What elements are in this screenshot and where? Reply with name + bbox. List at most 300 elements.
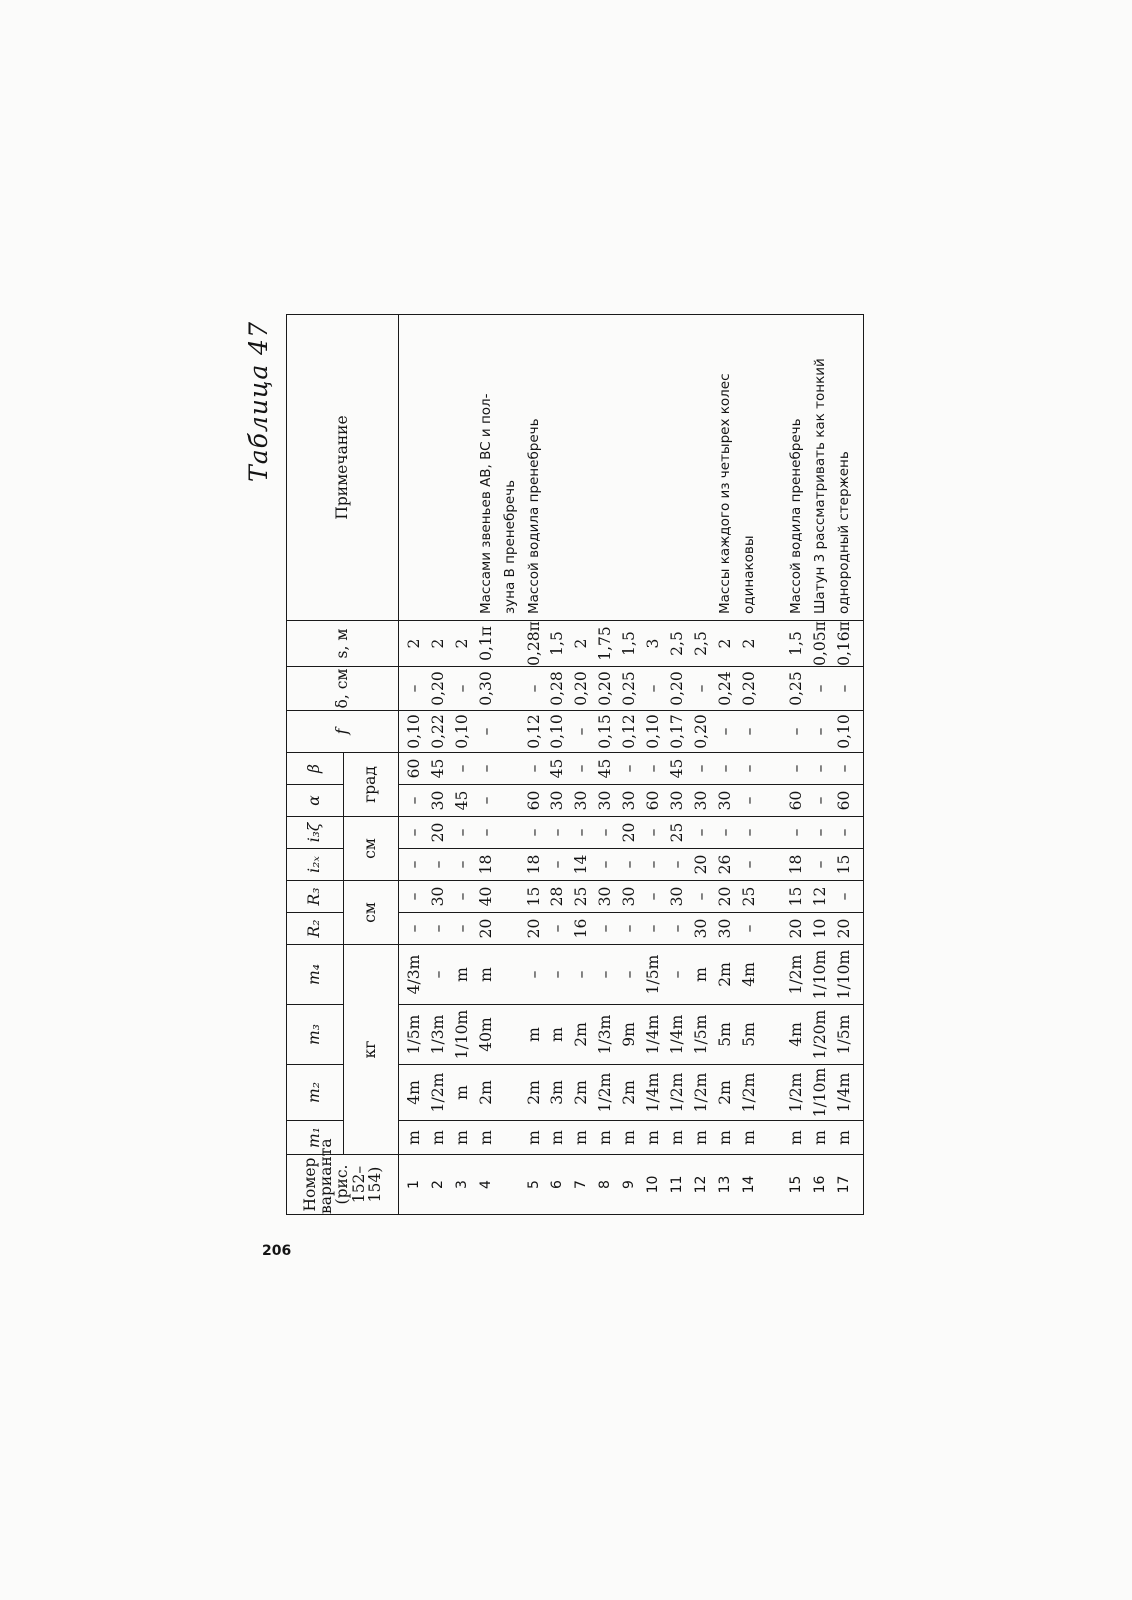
cell-m1: m [594,1121,618,1155]
cell-note [594,315,618,621]
cell-r2: 16 [570,913,594,945]
cell-m2: 2m [523,1065,547,1121]
cell-m4: m [451,945,475,1005]
cell-m2 [499,1065,523,1121]
header-m2: m₂ [287,1065,344,1121]
cell-m1: m [546,1121,570,1155]
cell-beta: 45 [546,753,570,785]
cell-m1: m [714,1121,738,1155]
cell-r3: 25 [738,881,762,913]
cell-m2: 1/2m [666,1065,690,1121]
cell-delta: 0,25 [618,667,642,711]
cell-m3: 5m [738,1005,762,1065]
table-row [642,315,666,1215]
cell-note: однородный стержень [833,315,863,621]
header-i3z: i₃ζ [287,817,344,849]
table-row [451,315,475,1215]
header-f: f [287,711,399,753]
cell-s: 2,5 [666,621,690,667]
cell-i3z: – [738,817,762,849]
cell-m1: m [809,1121,833,1155]
cell-i2x [499,849,523,881]
cell-v: 7 [570,1155,594,1215]
cell-s: 1,5 [785,621,809,667]
cell-r3: 28 [546,881,570,913]
cell-s [499,621,523,667]
cell-r3: – [690,881,714,913]
cell-delta: – [690,667,714,711]
cell-f: 0,10 [399,711,427,753]
table-row [570,315,594,1215]
cell-m4: 1/10m [809,945,833,1005]
table-row [714,315,738,1215]
cell-i2x: 26 [714,849,738,881]
cell-v [499,1155,523,1215]
cell-s: 0,28π [523,621,547,667]
cell-i2x: – [451,849,475,881]
cell-m3: 1/10m [451,1005,475,1065]
cell-i3z: – [690,817,714,849]
cell-m3: 1/5m [399,1005,427,1065]
cell-m3: 1/4m [666,1005,690,1065]
cell-r3: 30 [427,881,451,913]
cell-beta: – [690,753,714,785]
cell-m3: 1/3m [427,1005,451,1065]
cell-delta: 0,20 [738,667,762,711]
cell-i2x: – [666,849,690,881]
cell-beta: – [523,753,547,785]
cell-beta: – [714,753,738,785]
cell-m1: m [785,1121,809,1155]
cell-v [762,1155,786,1215]
header-m4: m₄ [287,945,344,1005]
cell-note [762,315,786,621]
cell-m4: – [570,945,594,1005]
cell-r3: 40 [475,881,499,913]
cell-alpha: – [809,785,833,817]
table-row [809,315,833,1215]
cell-f: 0,17 [666,711,690,753]
cell-beta [762,753,786,785]
cell-m1: m [666,1121,690,1155]
cell-i2x: – [594,849,618,881]
cell-f: 0,15 [594,711,618,753]
cell-note: зуна B пренебречь [499,315,523,621]
cell-m2: 2m [714,1065,738,1121]
cell-m2: 3m [546,1065,570,1121]
cell-m1: m [399,1121,427,1155]
header-i2x: i₂ₓ [287,849,344,881]
cell-m1 [499,1121,523,1155]
cell-m2: 1/10m [809,1065,833,1121]
cell-m3: m [546,1005,570,1065]
cell-r2: 20 [785,913,809,945]
cell-note [546,315,570,621]
cell-note: одинаковы [738,315,762,621]
cell-s: 1,75 [594,621,618,667]
cell-r3: – [833,881,863,913]
cell-beta: – [475,753,499,785]
cell-alpha: 60 [785,785,809,817]
cell-m3: 5m [714,1005,738,1065]
cell-i3z: – [399,817,427,849]
cell-s: 1,5 [618,621,642,667]
cell-r3: 15 [523,881,547,913]
cell-beta: – [785,753,809,785]
cell-m4: – [618,945,642,1005]
cell-m4: 1/5m [642,945,666,1005]
cell-delta: 0,20 [570,667,594,711]
cell-i2x: – [809,849,833,881]
cell-v: 2 [427,1155,451,1215]
cell-v: 11 [666,1155,690,1215]
cell-f [499,711,523,753]
cell-s: 2,5 [690,621,714,667]
cell-m3: 2m [570,1005,594,1065]
page-number: 206 [262,1243,292,1259]
cell-delta: – [399,667,427,711]
cell-m2: 1/2m [690,1065,714,1121]
cell-r2: 10 [809,913,833,945]
cell-i3z [762,817,786,849]
cell-i3z: 25 [666,817,690,849]
cell-m4: 4m [738,945,762,1005]
cell-note: Массой водила пренебречь [523,315,547,621]
cell-v: 16 [809,1155,833,1215]
header-note: Примечание [287,315,399,621]
cell-alpha: 30 [666,785,690,817]
cell-s [762,621,786,667]
cell-v: 5 [523,1155,547,1215]
cell-delta: – [833,667,863,711]
cell-i2x: 20 [690,849,714,881]
cell-delta [499,667,523,711]
cell-f: – [809,711,833,753]
cell-alpha [762,785,786,817]
cell-beta [499,753,523,785]
cell-note: Массой водила пренебречь [785,315,809,621]
cell-r2: 30 [714,913,738,945]
cell-m2: 1/2m [738,1065,762,1121]
table-row [666,315,690,1215]
cell-i3z: – [594,817,618,849]
cell-m4 [762,945,786,1005]
cell-s: 2 [570,621,594,667]
unit-angle: град [344,753,399,817]
cell-m1: m [523,1121,547,1155]
cell-m1: m [690,1121,714,1155]
table-body [399,315,864,1215]
cell-note [399,315,427,621]
cell-r3: 30 [666,881,690,913]
cell-beta: 45 [427,753,451,785]
cell-m2: 1/2m [594,1065,618,1121]
cell-f: – [475,711,499,753]
header-m3: m₃ [287,1005,344,1065]
cell-r2: – [427,913,451,945]
cell-m2: 2m [618,1065,642,1121]
header-s: s, м [287,621,399,667]
header-r2: R₂ [287,913,344,945]
cell-s: 2 [399,621,427,667]
cell-m3: 9m [618,1005,642,1065]
cell-v: 12 [690,1155,714,1215]
cell-v: 9 [618,1155,642,1215]
cell-m2: 2m [570,1065,594,1121]
cell-m1 [762,1121,786,1155]
cell-delta: 0,20 [666,667,690,711]
cell-note: Массами звеньев AB, BC и пол- [475,315,499,621]
cell-r3: 15 [785,881,809,913]
cell-r3: – [399,881,427,913]
cell-m4: – [427,945,451,1005]
cell-m2: 4m [399,1065,427,1121]
cell-v: 4 [475,1155,499,1215]
cell-f: – [738,711,762,753]
cell-r3: 12 [809,881,833,913]
cell-i3z: – [451,817,475,849]
cell-m4: m [690,945,714,1005]
cell-i2x: 18 [523,849,547,881]
cell-m2: 1/2m [427,1065,451,1121]
cell-i3z [499,817,523,849]
cell-i2x [762,849,786,881]
cell-r2: 20 [475,913,499,945]
table-row [833,315,863,1215]
cell-note [451,315,475,621]
cell-m3: 4m [785,1005,809,1065]
table-row [762,315,786,1215]
cell-beta: – [738,753,762,785]
cell-r3: – [451,881,475,913]
cell-s: 3 [642,621,666,667]
cell-note [642,315,666,621]
cell-s: 2 [714,621,738,667]
cell-m1: m [475,1121,499,1155]
header-m1: m₁ [287,1121,344,1155]
cell-v: 1 [399,1155,427,1215]
cell-m1: m [833,1121,863,1155]
cell-s: 2 [451,621,475,667]
cell-i2x: 15 [833,849,863,881]
cell-alpha: 30 [546,785,570,817]
cell-r3: 30 [594,881,618,913]
table-row [690,315,714,1215]
cell-r2 [762,913,786,945]
cell-note [570,315,594,621]
cell-s: 2 [427,621,451,667]
table-row [594,315,618,1215]
cell-m3: 1/20m [809,1005,833,1065]
cell-delta: 0,24 [714,667,738,711]
header-alpha: α [287,785,344,817]
table-row [738,315,762,1215]
cell-delta: – [809,667,833,711]
cell-v: 15 [785,1155,809,1215]
cell-delta: – [642,667,666,711]
table-row [618,315,642,1215]
cell-alpha: 60 [642,785,666,817]
cell-i2x: – [738,849,762,881]
cell-delta: 0,20 [594,667,618,711]
cell-r2: 20 [523,913,547,945]
cell-i3z: – [642,817,666,849]
cell-r2: – [738,913,762,945]
cell-alpha: – [738,785,762,817]
cell-i3z: – [475,817,499,849]
cell-m4: m [475,945,499,1005]
cell-note [427,315,451,621]
cell-f: 0,10 [546,711,570,753]
cell-i3z: – [714,817,738,849]
table-row [475,315,499,1215]
cell-m3: 1/5m [833,1005,863,1065]
cell-v: 8 [594,1155,618,1215]
cell-alpha: 30 [570,785,594,817]
cell-alpha: 45 [451,785,475,817]
cell-delta: 0,28 [546,667,570,711]
cell-note [618,315,642,621]
header-r3: R₃ [287,881,344,913]
cell-note: Шатун 3 рассматривать как тонкий [809,315,833,621]
cell-m1: m [570,1121,594,1155]
rotated-table-block [244,315,854,1215]
cell-i3z: – [833,817,863,849]
cell-beta: – [809,753,833,785]
cell-m1: m [738,1121,762,1155]
cell-f: 0,22 [427,711,451,753]
cell-alpha: – [399,785,427,817]
cell-i2x: – [399,849,427,881]
cell-r3: 20 [714,881,738,913]
cell-alpha: – [475,785,499,817]
cell-r3: 30 [618,881,642,913]
unit-inertia: см [344,817,399,881]
table-row [785,315,809,1215]
cell-beta: – [570,753,594,785]
cell-m3 [499,1005,523,1065]
cell-m3: 1/4m [642,1005,666,1065]
header-variant: Номер варианта (рис. 152–154) [287,1155,399,1215]
cell-delta: 0,20 [427,667,451,711]
cell-f: 0,12 [523,711,547,753]
cell-f: – [714,711,738,753]
cell-f: 0,10 [451,711,475,753]
cell-r3: 25 [570,881,594,913]
cell-beta: 45 [594,753,618,785]
cell-alpha [499,785,523,817]
cell-i3z: – [809,817,833,849]
header-delta: δ, см [287,667,399,711]
table-row [427,315,451,1215]
header-beta: β [287,753,344,785]
cell-delta: – [523,667,547,711]
cell-v: 14 [738,1155,762,1215]
cell-s: 2 [738,621,762,667]
cell-f: 0,10 [833,711,863,753]
cell-s: 0,16π [833,621,863,667]
cell-m4: 1/2m [785,945,809,1005]
cell-i3z: – [546,817,570,849]
cell-m1: m [427,1121,451,1155]
cell-v: 13 [714,1155,738,1215]
cell-s: 0,1π [475,621,499,667]
cell-v: 17 [833,1155,863,1215]
cell-v: 3 [451,1155,475,1215]
cell-m4: 4/3m [399,945,427,1005]
cell-alpha: 60 [523,785,547,817]
variants-table [286,314,864,1215]
cell-r2: – [451,913,475,945]
cell-m2 [762,1065,786,1121]
cell-alpha: 30 [618,785,642,817]
cell-f [762,711,786,753]
cell-s: 1,5 [546,621,570,667]
cell-r2: – [642,913,666,945]
cell-alpha: 30 [594,785,618,817]
cell-r2: – [618,913,642,945]
cell-note [690,315,714,621]
cell-delta: – [451,667,475,711]
cell-beta: 45 [666,753,690,785]
cell-delta [762,667,786,711]
cell-v: 10 [642,1155,666,1215]
cell-m3: 40m [475,1005,499,1065]
cell-i2x: 18 [785,849,809,881]
cell-m3: m [523,1005,547,1065]
cell-f: 0,20 [690,711,714,753]
cell-i2x: – [618,849,642,881]
cell-i3z: – [785,817,809,849]
cell-m2: 1/2m [785,1065,809,1121]
cell-r3: – [642,881,666,913]
cell-beta: – [618,753,642,785]
cell-m4: – [546,945,570,1005]
cell-r3 [762,881,786,913]
cell-m2: m [451,1065,475,1121]
cell-beta: 60 [399,753,427,785]
unit-mass: кг [344,945,399,1155]
cell-f: – [570,711,594,753]
cell-m1: m [642,1121,666,1155]
cell-s: 0,05π [809,621,833,667]
cell-beta: – [451,753,475,785]
cell-i3z: 20 [618,817,642,849]
table-caption: Таблица 47 [244,321,273,482]
cell-m3: 1/3m [594,1005,618,1065]
cell-alpha: 60 [833,785,863,817]
table-row [399,315,427,1215]
unit-radius: см [344,881,399,945]
cell-i2x: – [642,849,666,881]
cell-beta: – [642,753,666,785]
cell-m4 [499,945,523,1005]
cell-m2: 1/4m [642,1065,666,1121]
cell-alpha: 30 [427,785,451,817]
cell-m4: – [594,945,618,1005]
table-row [546,315,570,1215]
cell-m2: 1/4m [833,1065,863,1121]
cell-delta: 0,30 [475,667,499,711]
cell-m2: 2m [475,1065,499,1121]
cell-i2x: – [546,849,570,881]
cell-r2 [499,913,523,945]
cell-beta: – [833,753,863,785]
cell-m3: 1/5m [690,1005,714,1065]
cell-r2: 20 [833,913,863,945]
cell-f: 0,10 [642,711,666,753]
cell-m4: 2m [714,945,738,1005]
